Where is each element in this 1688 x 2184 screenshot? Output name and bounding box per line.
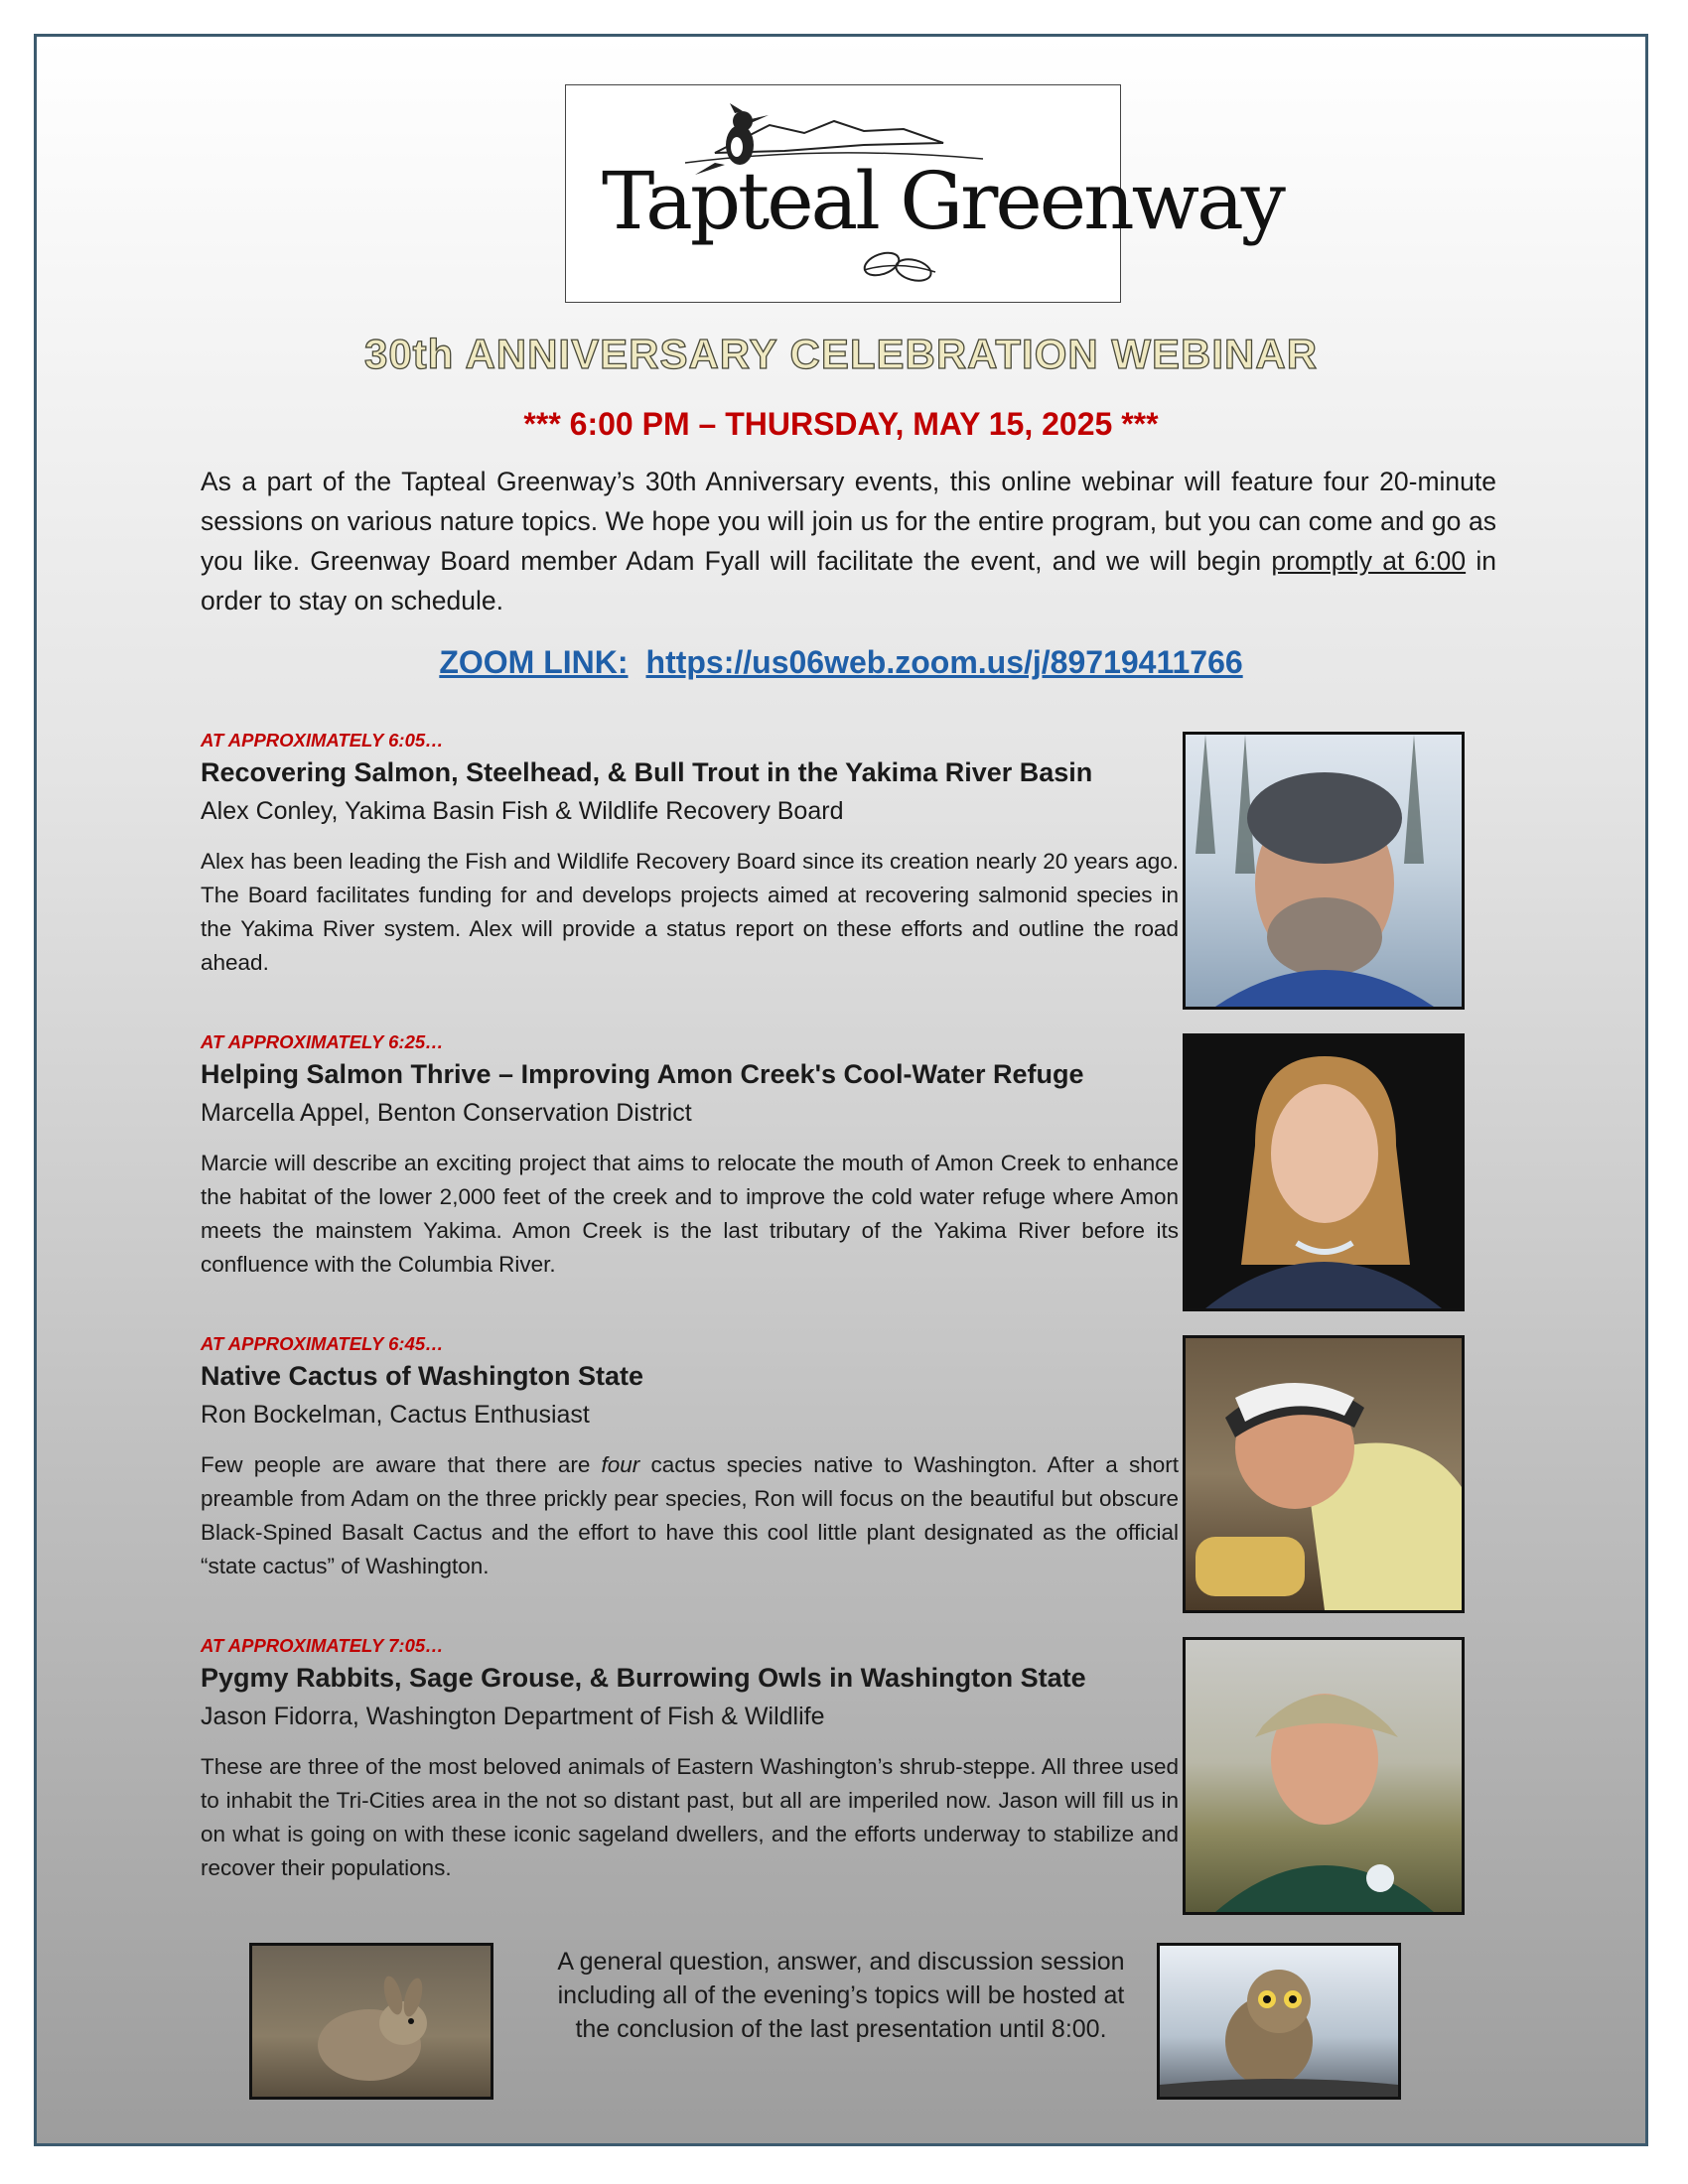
intro-text-before: As a part of the Tapteal Greenway’s 30th Anniversary events, this online webinar will feature four 20-minute sessions on various nature topics. We hope you will join us for the entire program, but you can come and go as you like. Greenway Board member Adam Fyall will facilitate the event, and we will begin xyxy=(201,467,1496,576)
zoom-link-line xyxy=(37,644,1645,681)
session-speaker: Alex Conley, Yakima Basin Fish & Wildlife Recovery Board xyxy=(201,797,844,825)
session-4 xyxy=(201,1635,1179,1885)
speaker-photo-jason xyxy=(1183,1637,1465,1915)
session-time: AT APPROXIMATELY 6:25… xyxy=(201,1031,444,1052)
logo-brand-text: Tapteal Greenway xyxy=(602,155,1283,247)
session-1 xyxy=(201,730,1179,980)
page-title: 30th ANNIVERSARY CELEBRATION WEBINAR xyxy=(363,331,1319,377)
event-date: *** 6:00 PM – THURSDAY, MAY 15, 2025 *** xyxy=(523,406,1159,442)
session-description: These are three of the most beloved animals of Eastern Washington’s shrub-steppe. All three used to inhabit the Tri-Cities area in the not so distant past, but all are imperiled now. Jason will fill us in on what is going on with these iconic sageland dwellers, and the efforts underway to stabilize and recover their populations. xyxy=(201,1754,1179,1880)
session-title: Native Cactus of Washington State xyxy=(201,1361,644,1391)
logo xyxy=(565,84,1283,303)
intro-text-after: in order to stay on schedule. xyxy=(201,546,1496,615)
session-description: Alex has been leading the Fish and Wildlife Recovery Board since its creation nearly 20 years ago. The Board facilitates funding for and develops projects aimed at recovering salmonid species in the Yakima River system. Alex will provide a status report on these efforts and outline the road ahead. xyxy=(201,849,1179,975)
zoom-label: ZOOM LINK: xyxy=(439,644,629,680)
burrowing-owl-image xyxy=(1157,1943,1401,2100)
session-title: Recovering Salmon, Steelhead, & Bull Trout in the Yakima River Basin xyxy=(201,757,1093,787)
intro-underlined: promptly at 6:00 xyxy=(1271,546,1467,576)
speaker-photo-ron xyxy=(1183,1335,1465,1613)
pygmy-rabbit-image xyxy=(249,1943,493,2100)
session-speaker: Ron Bockelman, Cactus Enthusiast xyxy=(201,1401,590,1429)
flyer-page xyxy=(34,34,1648,2146)
session-description xyxy=(201,1448,1179,1583)
speaker-photo-alex xyxy=(1183,732,1465,1010)
session-2 xyxy=(201,1031,1179,1282)
intro-paragraph xyxy=(201,462,1496,620)
zoom-url-link[interactable]: https://us06web.zoom.us/j/89719411766 xyxy=(645,644,1243,680)
session-time: AT APPROXIMATELY 6:05… xyxy=(201,730,444,751)
session-time: AT APPROXIMATELY 6:45… xyxy=(201,1333,444,1354)
session-speaker: Jason Fidorra, Washington Department of Fish & Wildlife xyxy=(201,1703,825,1730)
speaker-photo-marcella xyxy=(1183,1033,1465,1311)
session-title: Helping Salmon Thrive – Improving Amon Creek's Cool-Water Refuge xyxy=(201,1059,1084,1089)
desc-before: Few people are aware that there are xyxy=(201,1452,602,1477)
session-3 xyxy=(201,1333,1179,1583)
desc-emphasis: four xyxy=(601,1452,640,1477)
closing-note: A general question, answer, and discussion session including all of the evening’s topics will be hosted at the conclusion of the last presentation until 8:00. xyxy=(557,1948,1125,2043)
desc-after: cactus species native to Washington. After a short preamble from Adam on the three prickly pear species, Ron will focus on the beautiful but obscure Black-Spined Basalt Cactus and the effort to have this cool little plant designated as the official “state cactus” of Washington. xyxy=(201,1452,1179,1578)
session-description: Marcie will describe an exciting project that aims to relocate the mouth of Amon Creek to enhance the habitat of the lower 2,000 feet of the creek and to improve the cold water refuge where Amon meets the mainstem Yakima. Amon Creek is the last tributary of the Yakima River before its confluence with the Columbia River. xyxy=(201,1151,1179,1277)
session-time: AT APPROXIMATELY 7:05… xyxy=(201,1635,444,1656)
session-speaker: Marcella Appel, Benton Conservation District xyxy=(201,1099,692,1127)
session-title: Pygmy Rabbits, Sage Grouse, & Burrowing Owls in Washington State xyxy=(201,1663,1086,1693)
